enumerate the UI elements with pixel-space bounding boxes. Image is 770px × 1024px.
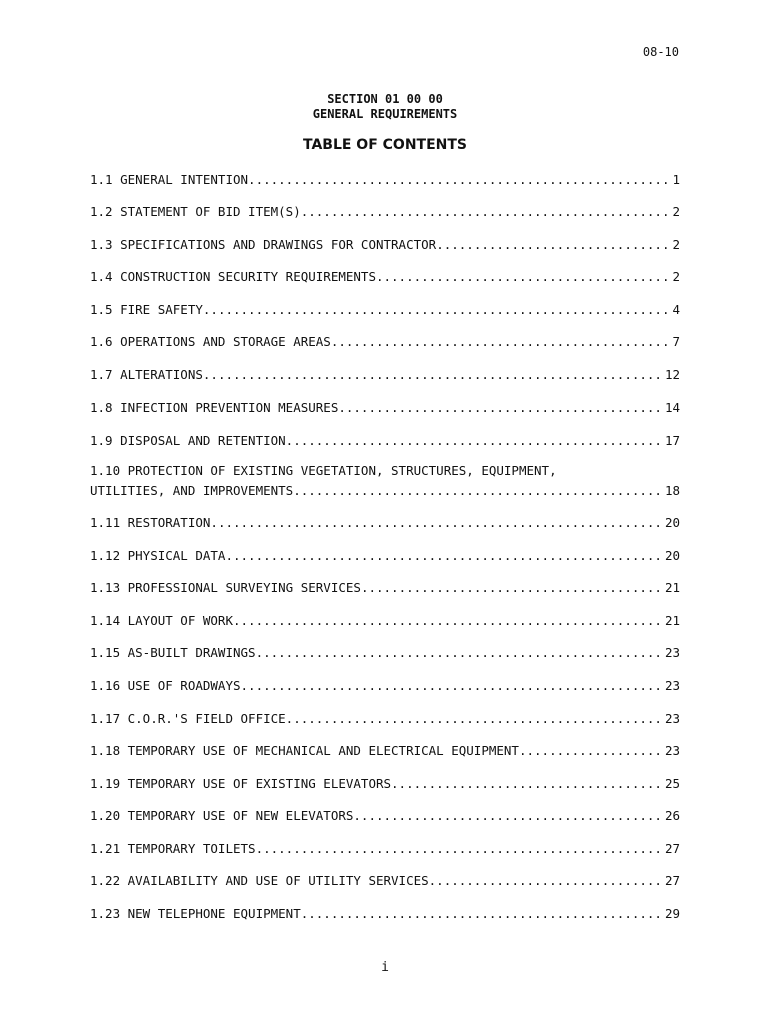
toc-entry-row <box>90 513 680 533</box>
toc-entry-page: 17 <box>664 433 680 448</box>
toc-entry-row <box>90 332 680 352</box>
toc-entry <box>90 741 680 761</box>
dot-leader <box>241 676 665 696</box>
toc-entry-label: 1.9 DISPOSAL AND RETENTION <box>90 433 286 448</box>
toc-entry <box>90 774 680 794</box>
toc-entry-row <box>90 578 680 598</box>
toc-entry-row <box>90 365 680 385</box>
toc-entry-label-line: 1.10 PROTECTION OF EXISTING VEGETATION, STRUCTURES, EQUIPMENT, <box>90 463 557 478</box>
toc-entry-label: 1.11 RESTORATION <box>90 515 211 530</box>
dot-leader <box>331 332 673 352</box>
dot-leader <box>286 709 665 729</box>
toc-entry <box>90 871 680 891</box>
toc-entry-page: 26 <box>664 808 680 823</box>
toc-entry-page: 25 <box>664 776 680 791</box>
dot-leader <box>353 806 665 826</box>
toc-entry <box>90 709 680 729</box>
dot-leader <box>256 839 665 859</box>
toc-entry-label: 1.17 C.O.R.'S FIELD OFFICE <box>90 711 286 726</box>
dot-leader <box>233 611 665 631</box>
toc-entry-row <box>90 741 680 761</box>
toc-entry-label: 1.7 ALTERATIONS <box>90 367 203 382</box>
toc-entry-row <box>90 170 680 190</box>
toc-entry-page: 21 <box>664 613 680 628</box>
dot-leader <box>256 643 665 663</box>
toc-entry-page: 1 <box>672 172 680 187</box>
toc-entry-page: 14 <box>664 400 680 415</box>
toc-entry-page: 21 <box>664 580 680 595</box>
dot-leader <box>436 235 672 255</box>
dot-leader <box>361 578 665 598</box>
dot-leader <box>301 202 673 222</box>
toc-entry <box>90 202 680 222</box>
toc-entry-row <box>90 398 680 418</box>
toc-entry-page: 23 <box>664 743 680 758</box>
toc-entry-page: 12 <box>664 367 680 382</box>
dot-leader <box>203 365 665 385</box>
toc-entry-label: 1.3 SPECIFICATIONS AND DRAWINGS FOR CONTRACTOR <box>90 237 437 252</box>
dot-leader <box>225 546 664 566</box>
dot-leader <box>338 398 665 418</box>
toc-entry <box>90 235 680 255</box>
section-title: GENERAL REQUIREMENTS <box>312 107 458 121</box>
dot-leader <box>210 513 665 533</box>
toc-entry-label: 1.15 AS-BUILT DRAWINGS <box>90 645 256 660</box>
toc-entry-label: 1.2 STATEMENT OF BID ITEM(S) <box>90 204 301 219</box>
toc-entry-row <box>90 235 680 255</box>
dot-leader <box>248 170 672 190</box>
toc-entry-row <box>90 611 680 631</box>
toc-entry-page: 18 <box>664 483 680 498</box>
toc-entry-label: 1.5 FIRE SAFETY <box>90 302 203 317</box>
dot-leader <box>429 871 665 891</box>
toc-entry-label: 1.8 INFECTION PREVENTION MEASURES <box>90 400 339 415</box>
dot-leader <box>301 904 665 924</box>
toc-entry-row <box>90 871 680 891</box>
toc-entry <box>90 365 680 385</box>
dot-leader <box>286 431 665 451</box>
section-number: SECTION 01 00 00 <box>327 92 443 106</box>
toc-entry-page: 20 <box>664 548 680 563</box>
toc-entry-page: 4 <box>672 302 680 317</box>
toc-entry <box>90 170 680 190</box>
toc-entry-page: 27 <box>664 873 680 888</box>
toc-entry-label: UTILITIES, AND IMPROVEMENTS <box>90 483 294 498</box>
toc-entry <box>90 611 680 631</box>
toc-entry <box>90 398 680 418</box>
toc-entry <box>90 332 680 352</box>
dot-leader <box>376 267 672 287</box>
dot-leader <box>391 774 665 794</box>
toc-entry-page: 27 <box>664 841 680 856</box>
toc-entry-label: 1.6 OPERATIONS AND STORAGE AREAS <box>90 334 331 349</box>
toc-entry <box>90 546 680 566</box>
toc-entry-row <box>90 904 680 924</box>
toc-entry-label: 1.19 TEMPORARY USE OF EXISTING ELEVATORS <box>90 776 392 791</box>
toc-entry <box>90 676 680 696</box>
toc-entry-page: 23 <box>664 678 680 693</box>
document-number: 08-10 <box>642 45 679 59</box>
toc-entry-label: 1.22 AVAILABILITY AND USE OF UTILITY SERVICES <box>90 873 429 888</box>
toc-entry-label: 1.20 TEMPORARY USE OF NEW ELEVATORS <box>90 808 354 823</box>
toc-title: TABLE OF CONTENTS <box>302 137 468 153</box>
toc-entry-page: 23 <box>664 711 680 726</box>
toc-entry-row <box>90 546 680 566</box>
toc-entry <box>90 267 680 287</box>
toc-entry-row <box>90 643 680 663</box>
toc-entry <box>90 643 680 663</box>
toc-entry-label: 1.4 CONSTRUCTION SECURITY REQUIREMENTS <box>90 269 376 284</box>
toc-entry <box>90 806 680 826</box>
toc-entry <box>90 578 680 598</box>
dot-leader <box>203 300 673 320</box>
toc-entry-row <box>90 431 680 451</box>
toc-entry-row <box>90 839 680 859</box>
toc-entry <box>90 839 680 859</box>
toc-entry-label: 1.21 TEMPORARY TOILETS <box>90 841 256 856</box>
toc-entry-label: 1.23 NEW TELEPHONE EQUIPMENT <box>90 906 301 921</box>
toc-entry-row <box>90 709 680 729</box>
toc-entry <box>90 513 680 533</box>
toc-entry-row <box>90 267 680 287</box>
toc-entry-row <box>90 774 680 794</box>
toc-entry-row <box>90 202 680 222</box>
page-number-footer: i <box>381 960 389 975</box>
section-heading <box>0 92 770 122</box>
toc-entry-label: 1.18 TEMPORARY USE OF MECHANICAL AND ELECTRICAL EQUIPMENT <box>90 743 519 758</box>
dot-leader <box>293 481 665 501</box>
toc-entry-label: 1.16 USE OF ROADWAYS <box>90 678 241 693</box>
toc-entry-page: 2 <box>672 204 680 219</box>
toc-entry <box>90 300 680 320</box>
toc-entry-row <box>90 806 680 826</box>
toc-entry-label: 1.12 PHYSICAL DATA <box>90 548 226 563</box>
toc-entry-page: 29 <box>664 906 680 921</box>
dot-leader <box>519 741 665 761</box>
toc-entry-page: 23 <box>664 645 680 660</box>
toc-entry <box>90 461 680 501</box>
toc-entry-row <box>90 481 680 501</box>
toc-entry-label: 1.1 GENERAL INTENTION <box>90 172 249 187</box>
toc-entry-row <box>90 676 680 696</box>
toc-entry <box>90 904 680 924</box>
toc-entry-page: 20 <box>664 515 680 530</box>
toc-entry-page: 2 <box>672 237 680 252</box>
toc-entry-label: 1.13 PROFESSIONAL SURVEYING SERVICES <box>90 580 361 595</box>
toc-entry-label: 1.14 LAYOUT OF WORK <box>90 613 233 628</box>
toc-entry-row <box>90 300 680 320</box>
toc-entry-page: 7 <box>672 334 680 349</box>
toc-entry-page: 2 <box>672 269 680 284</box>
toc-entry <box>90 431 680 451</box>
